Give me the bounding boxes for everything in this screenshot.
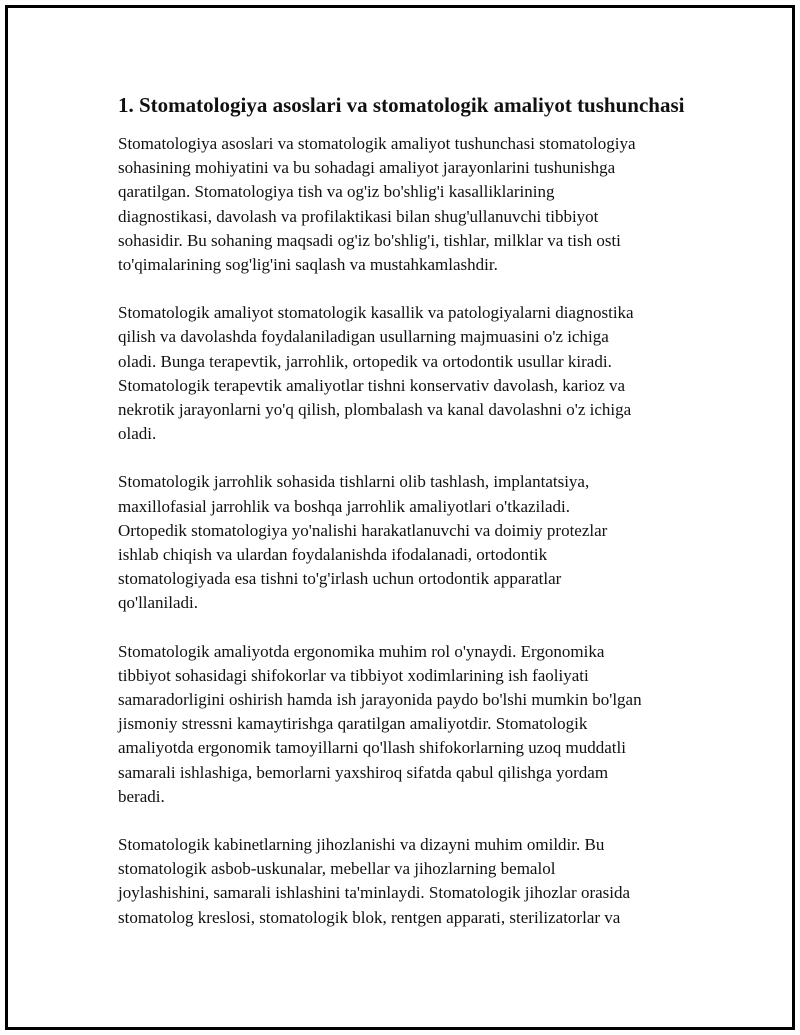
paragraph: Stomatologik kabinetlarning jihozlanishi va dizayni muhim omildir. Bu stomatologik asbob-uskunalar, mebellar va jihozlarning bemalol joylashishini, samarali ishlashini ta'minlaydi. Stomatologik jihozlar orasida stomatolog kreslosi, stomatologik blok, rentgen apparati, sterilizatorlar va (118, 835, 631, 927)
paragraph: Stomatologik jarrohlik sohasida tishlarni olib tashlash, implantatsiya, maxillofasial jarrohlik va boshqa jarrohlik amaliyotlari o'tkaziladi. Ortopedik stomatologiya yo'nalishi harakatlanuvchi va doimiy protezlar ishlab chiqish va ulardan foydalanishda ifodalanadi, ortodontik stomatologiyada esa tishni to'g'irlash uchun ortodontik apparatlar qo'llaniladi. (118, 472, 608, 613)
paragraph: Stomatologik amaliyotda ergonomika muhim rol o'ynaydi. Ergonomika tibbiyot sohasidagi shifokorlar va tibbiyot xodimlarining ish faoliyati samaradorligini oshirish hamda ish jarayonida paydo bo'lshi mumkin bo'lgan jismoniy stressni kamaytirishga qaratilgan amaliyotdir. Stomatologik amaliyotda ergonomik tamoyillarni qo'llash shifokorlarning uzoq muddatli samarali ishlashiga, bemorlarni yaxshiroq sifatda qabul qilishga yordam beradi. (118, 641, 642, 806)
section-heading: 1. Stomatologiya asoslari va stomatologik amaliyot tushunchasi (118, 93, 685, 117)
document-body (118, 90, 698, 954)
paragraph: Stomatologik amaliyot stomatologik kasallik va patologiyalarni diagnostika qilish va davolashda foydalaniladigan usullarning majmuasini o'z ichiga oladi. Bunga terapevtik, jarrohlik, ortopedik va ortodontik usullar kiradi. Stomatologik terapevtik amaliyotlar tishni konservativ davolash, karioz va nekrotik jarayonlarni yo'q qilish, plombalash va kanal davolashni o'z ichiga oladi. (118, 303, 634, 444)
paragraph: Stomatologiya asoslari va stomatologik amaliyot tushunchasi stomatologiya sohasining mohiyatini va bu sohadagi amaliyot jarayonlarini tushunishga qaratilgan. Stomatologiya tish va og'iz bo'shlig'i kasalliklarining diagnostikasi, davolash va profilaktikasi bilan shug'ullanuvchi tibbiyot sohasidir. Bu sohaning maqsadi og'iz bo'shlig'i, tishlar, milklar va tish osti to'qimalarining sog'lig'ini saqlash va mustahkamlashdir. (118, 134, 636, 275)
